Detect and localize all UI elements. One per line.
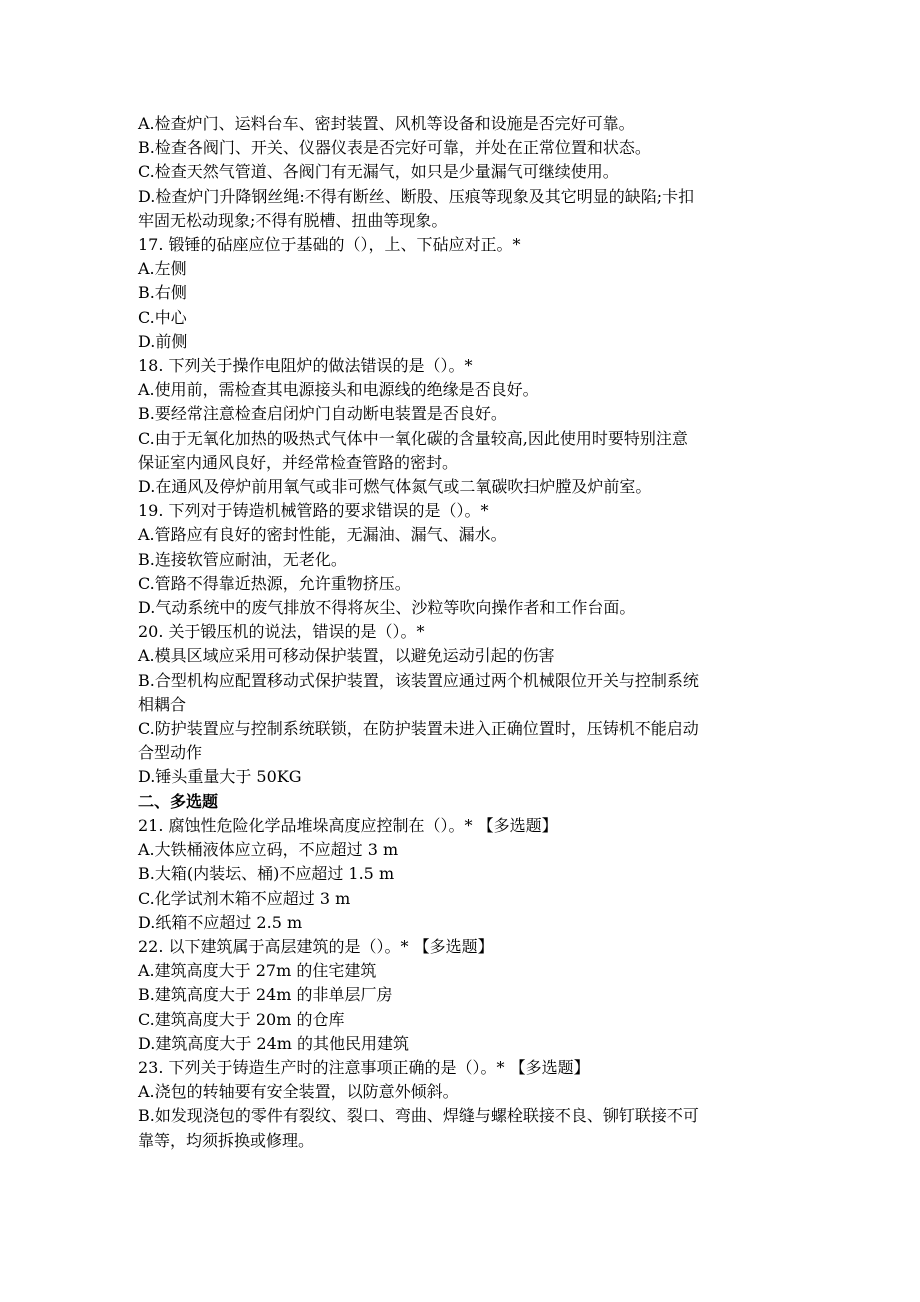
option-text: B.要经常注意检查启闭炉门自动断电装置是否良好。: [138, 404, 507, 424]
option-text: C.化学试剂木箱不应超过 3 m: [138, 888, 351, 908]
question-text: 22. 以下建筑属于高层建筑的是（）。* 【多选题】: [138, 936, 494, 956]
option-text: C.检查天然气管道、各阀门有无漏气，如只是少量漏气可继续使用。: [138, 162, 619, 182]
question-text: 23. 下列关于铸造生产时的注意事项正确的是（）。* 【多选题】: [138, 1057, 590, 1077]
option-text: B.建筑高度大于 24m 的非单层厂房: [138, 985, 393, 1005]
question-text: 17. 锻锤的砧座应位于基础的（），上、下砧应对正。*: [138, 235, 521, 255]
option-text: D.纸箱不应超过 2.5 m: [138, 912, 303, 932]
option-text: C.建筑高度大于 20m 的仓库: [138, 1009, 345, 1029]
option-text: D.锤头重量大于 50KG: [138, 767, 302, 787]
option-text: A.建筑高度大于 27m 的住宅建筑: [138, 961, 377, 981]
option-text: A.管路应有良好的密封性能，无漏油、漏气、漏水。: [138, 525, 507, 545]
option-text: D.建筑高度大于 24m 的其他民用建筑: [138, 1033, 410, 1053]
option-text: 牢固无松动现象;不得有脱槽、扭曲等现象。: [138, 210, 448, 230]
section-heading: 二、多选题: [138, 791, 219, 811]
option-text: D.检查炉门升降钢丝绳:不得有断丝、断股、压痕等现象及其它明显的缺陷;卡扣: [138, 186, 695, 206]
option-text: C.由于无氧化加热的吸热式气体中一氧化碳的含量较高,因此使用时要特别注意: [138, 428, 688, 448]
option-text: B.合型机构应配置移动式保护装置，该装置应通过两个机械限位开关与控制系统: [138, 670, 699, 690]
question-text: 21. 腐蚀性危险化学品堆垛高度应控制在（）。* 【多选题】: [138, 815, 558, 835]
option-text: B.如发现浇包的零件有裂纹、裂口、弯曲、焊缝与螺栓联接不良、铆钉联接不可: [138, 1106, 699, 1126]
document-page: [138, 112, 788, 1153]
option-text: A.使用前，需检查其电源接头和电源线的绝缘是否良好。: [138, 380, 539, 400]
option-text: 靠等，均须拆换或修理。: [138, 1130, 315, 1150]
option-text: B.右侧: [138, 283, 187, 303]
option-text: A.检查炉门、运料台车、密封装置、风机等设备和设施是否完好可靠。: [138, 114, 635, 133]
option-text: D.在通风及停炉前用氧气或非可燃气体氮气或二氧碳吹扫炉膛及炉前室。: [138, 477, 652, 497]
option-text: C.管路不得靠近热源，允许重物挤压。: [138, 573, 411, 593]
option-text: D.前侧: [138, 331, 188, 351]
option-text: B.检查各阀门、开关、仪器仪表是否完好可靠，并处在正常位置和状态。: [138, 138, 651, 158]
option-text: 保证室内通风良好，并经常检查管路的密封。: [138, 452, 459, 472]
option-text: 合型动作: [138, 743, 203, 763]
question-text: 20. 关于锻压机的说法，错误的是（）。*: [138, 622, 425, 642]
option-text: A.左侧: [138, 259, 187, 279]
option-text: A.浇包的转轴要有安全装置，以防意外倾斜。: [138, 1082, 459, 1102]
option-text: D.气动系统中的废气排放不得将灰尘、沙粒等吹向操作者和工作台面。: [138, 598, 636, 618]
question-text: 18. 下列关于操作电阻炉的做法错误的是（）。*: [138, 356, 473, 376]
option-text: B.大箱(内装坛、桶)不应超过 1.5 m: [138, 864, 395, 884]
option-text: A.大铁桶液体应立码，不应超过 3 m: [138, 840, 399, 860]
option-text: A.模具区域应采用可移动保护装置，以避免运动引起的伤害: [138, 646, 555, 666]
question-text: 19. 下列对于铸造机械管路的要求错误的是（）。*: [138, 501, 489, 521]
option-text: B.连接软管应耐油，无老化。: [138, 549, 347, 569]
option-text: 相耦合: [138, 694, 187, 714]
option-text: C.中心: [138, 307, 187, 327]
option-text: C.防护装置应与控制系统联锁，在防护装置未进入正确位置时，压铸机不能启动: [138, 719, 699, 739]
